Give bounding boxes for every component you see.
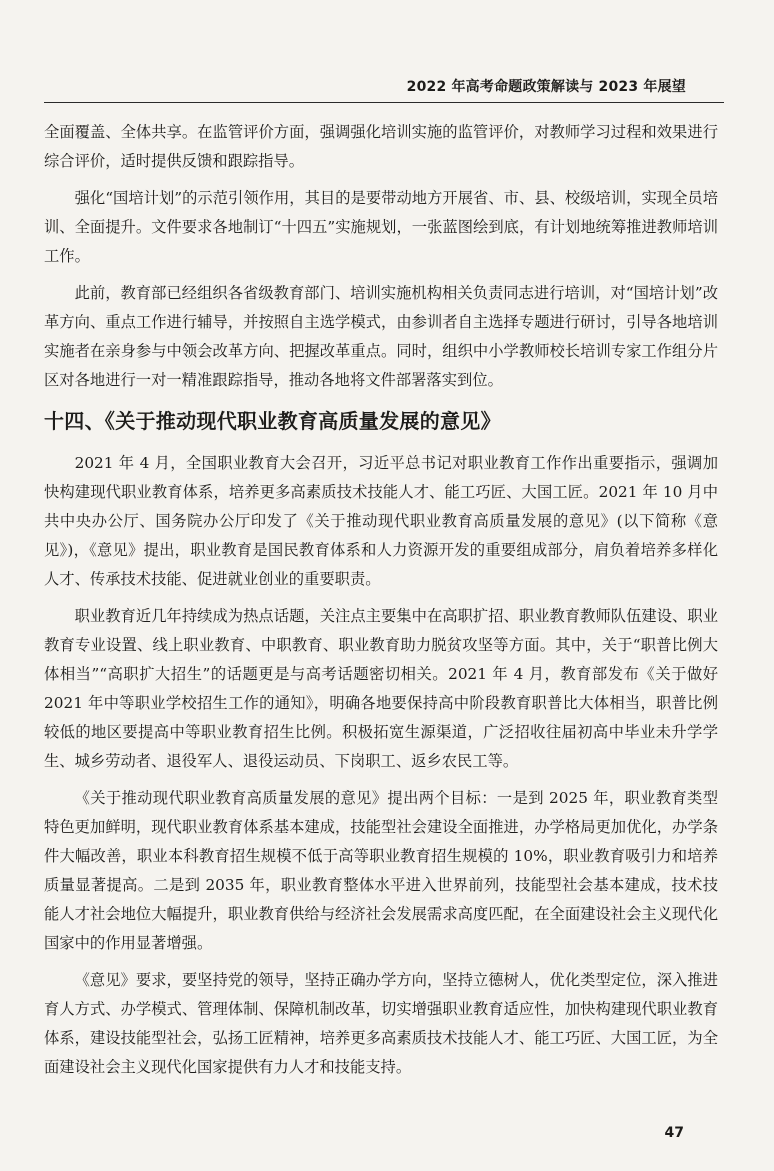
header-divider: [44, 102, 724, 103]
paragraph-1: 全面覆盖、全体共享。在监管评价方面，强调强化培训实施的监管评价，对教师学习过程和效果进行综合评价，适时提供反馈和跟踪指导。: [44, 123, 718, 170]
paragraph-5: 职业教育近几年持续成为热点话题，关注点主要集中在高职扩招、职业教育教师队伍建设、职业教育专业设置、线上职业教育、中职教育、职业教育助力脱贫攻坚等方面。其中，关于“职普比例大体相当”“高职扩大招生”的话题更是与高考话题密切相关。2021 年 4 月，教育部发布《关于做好 2021 年中等职业学校招生工作的通知》，明确各地要保持高中阶段教育职普比大体相当，职普比例较低的地区要提高中等职业教育招生比例。积极拓宽生源渠道，广泛招收往届初高中毕业未升学学生、城乡劳动者、退役军人、退役运动员、下岗职工、返乡农民工等。: [44, 607, 718, 770]
paragraph-6: 《关于推动现代职业教育高质量发展的意见》提出两个目标：一是到 2025 年，职业教育类型特色更加鲜明，现代职业教育体系基本建成，技能型社会建设全面推进，办学格局更加优化，办学条件大幅改善，职业本科教育招生规模不低于高等职业教育招生规模的 10%，职业教育吸引力和培养质量显著提高。二是到 2035 年，职业教育整体水平进入世界前列，技能型社会基本建成，技术技能人才社会地位大幅提升，职业教育供给与经济社会发展需求高度匹配，在全面建设社会主义现代化国家中的作用显著增强。: [44, 789, 718, 952]
paragraph-7: 《意见》要求，要坚持党的领导，坚持正确办学方向，坚持立德树人，优化类型定位，深入推进育人方式、办学模式、管理体制、保障机制改革，切实增强职业教育适应性，加快构建现代职业教育体系，建设技能型社会，弘扬工匠精神，培养更多高素质技术技能人才、能工巧匠、大国工匠，为全面建设社会主义现代化国家提供有力人才和技能支持。: [44, 971, 718, 1076]
paragraph-3: 此前，教育部已经组织各省级教育部门、培训实施机构相关负责同志进行培训，对“国培计划”改革方向、重点工作进行辅导，并按照自主选学模式，由参训者自主选择专题进行研讨，引导各地培训实施者在亲身参与中领会改革方向、把握改革重点。同时，组织中小学教师校长培训专家工作组分片区对各地进行一对一精准跟踪指导，推动各地将文件部署落实到位。: [44, 284, 718, 389]
paragraph-2: 强化“国培计划”的示范引领作用，其目的是要带动地方开展省、市、县、校级培训，实现全员培训、全面提升。文件要求各地制订“十四五”实施规划，一张蓝图绘到底，有计划地统筹推进教师培训工作。: [44, 189, 718, 265]
page-body: [44, 118, 718, 1090]
running-header: 2022 年高考命题政策解读与 2023 年展望: [406, 79, 686, 95]
paragraph-4: 2021 年 4 月，全国职业教育大会召开，习近平总书记对职业教育工作作出重要指示，强调加快构建现代职业教育体系，培养更多高素质技术技能人才、能工巧匠、大国工匠。2021 年 10 月中共中央办公厅、国务院办公厅印发了《关于推动现代职业教育高质量发展的意见》(以下简称《意见》)，《意见》提出，职业教育是国民教育体系和人力资源开发的重要组成部分，肩负着培养多样化人才、传承技术技能、促进就业创业的重要职责。: [44, 454, 718, 588]
page-number: 47: [664, 1125, 684, 1141]
section-heading: 十四、《关于推动现代职业教育高质量发展的意见》: [44, 409, 501, 433]
